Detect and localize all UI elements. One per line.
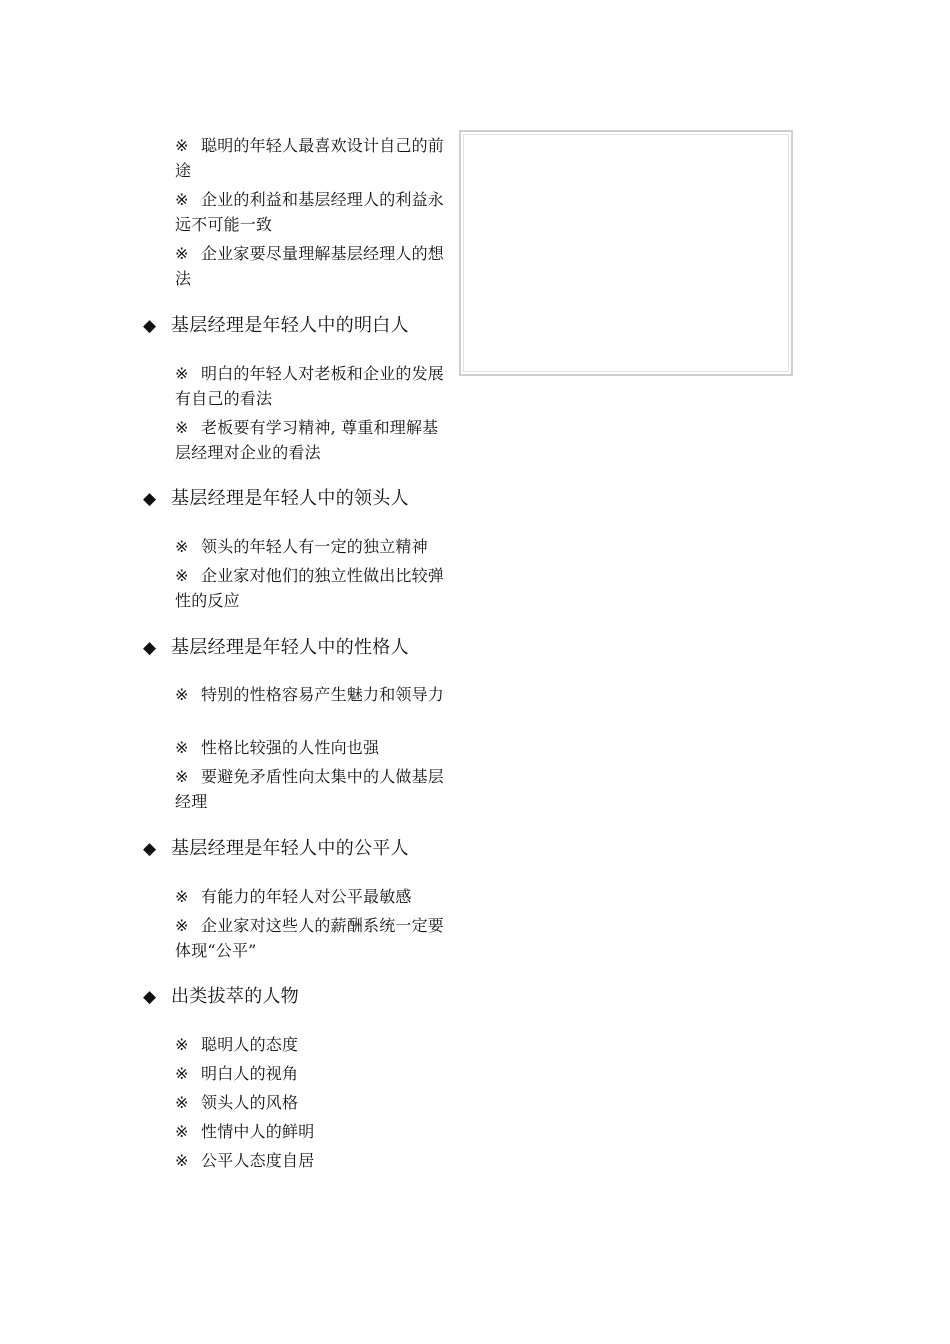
list-item-text: 明白的年轻人对老板和企业的发展有自己的看法 [175,364,445,408]
list-item [175,914,447,963]
reference-mark-icon: ※ [175,190,189,209]
list-item [175,1149,447,1174]
list-item [175,535,447,560]
diamond-bullet-icon: ◆ [143,489,157,509]
list-item [175,188,447,237]
diamond-bullet-icon: ◆ [143,316,157,336]
reference-mark-icon: ※ [175,916,189,935]
list-item-text: 企业家要尽量理解基层经理人的想法 [175,244,445,288]
section-heading [143,487,409,511]
reference-mark-icon: ※ [175,767,189,786]
section-heading [143,985,299,1009]
section-heading [143,636,409,660]
list-item [175,885,447,910]
list-item-text: 老板要有学习精神, 尊重和理解基层经理对企业的看法 [175,418,439,462]
reference-mark-icon: ※ [175,136,189,155]
list-item-text: 性格比较强的人性向也强 [201,738,380,757]
reference-mark-icon: ※ [175,566,189,585]
list-item-text: 有能力的年轻人对公平最敏感 [201,887,412,906]
diamond-bullet-icon: ◆ [143,839,157,859]
image-placeholder-frame [459,130,793,376]
list-item [175,1091,447,1116]
list-item-text: 企业家对他们的独立性做出比较弹性的反应 [175,566,445,610]
section-heading-text: 出类拔萃的人物 [171,986,300,1007]
list-item [175,564,447,613]
list-item-text: 领头人的风格 [201,1093,299,1112]
reference-mark-icon: ※ [175,364,189,383]
list-item-text: 明白人的视角 [201,1064,299,1083]
list-item-text: 领头的年轻人有一定的独立精神 [201,537,428,556]
list-item-text: 特别的性格容易产生魅力和领导力 [201,685,445,704]
diamond-bullet-icon: ◆ [143,987,157,1007]
reference-mark-icon: ※ [175,1093,189,1112]
reference-mark-icon: ※ [175,1064,189,1083]
list-item-text: 聪明的年轻人最喜欢设计自己的前途 [175,136,445,180]
reference-mark-icon: ※ [175,418,189,437]
list-item [175,134,447,183]
reference-mark-icon: ※ [175,1035,189,1054]
list-item-text: 企业家对这些人的薪酬系统一定要体现“公平” [175,916,445,960]
section-heading [143,837,409,861]
list-item [175,242,447,291]
list-item [175,1120,447,1145]
section-heading [143,314,409,338]
reference-mark-icon: ※ [175,685,189,704]
list-item-text: 企业的利益和基层经理人的利益永远不可能一致 [175,190,445,234]
reference-mark-icon: ※ [175,738,189,757]
list-item-text: 性情中人的鲜明 [201,1122,315,1141]
list-item [175,416,447,465]
section-heading-text: 基层经理是年轻人中的性格人 [171,637,409,658]
list-item-text: 聪明人的态度 [201,1035,299,1054]
image-placeholder-inner [463,134,789,372]
reference-mark-icon: ※ [175,887,189,906]
list-item [175,683,447,708]
section-heading-text: 基层经理是年轻人中的领头人 [171,488,409,509]
list-item-text: 公平人态度自居 [201,1151,315,1170]
list-item [175,1033,447,1058]
reference-mark-icon: ※ [175,1151,189,1170]
list-item [175,765,447,814]
section-heading-text: 基层经理是年轻人中的公平人 [171,838,409,859]
reference-mark-icon: ※ [175,1122,189,1141]
diamond-bullet-icon: ◆ [143,638,157,658]
reference-mark-icon: ※ [175,537,189,556]
list-item [175,362,447,411]
list-item [175,1062,447,1087]
section-heading-text: 基层经理是年轻人中的明白人 [171,315,409,336]
list-item-text: 要避免矛盾性向太集中的人做基层经理 [175,767,445,811]
reference-mark-icon: ※ [175,244,189,263]
list-item [175,736,447,761]
